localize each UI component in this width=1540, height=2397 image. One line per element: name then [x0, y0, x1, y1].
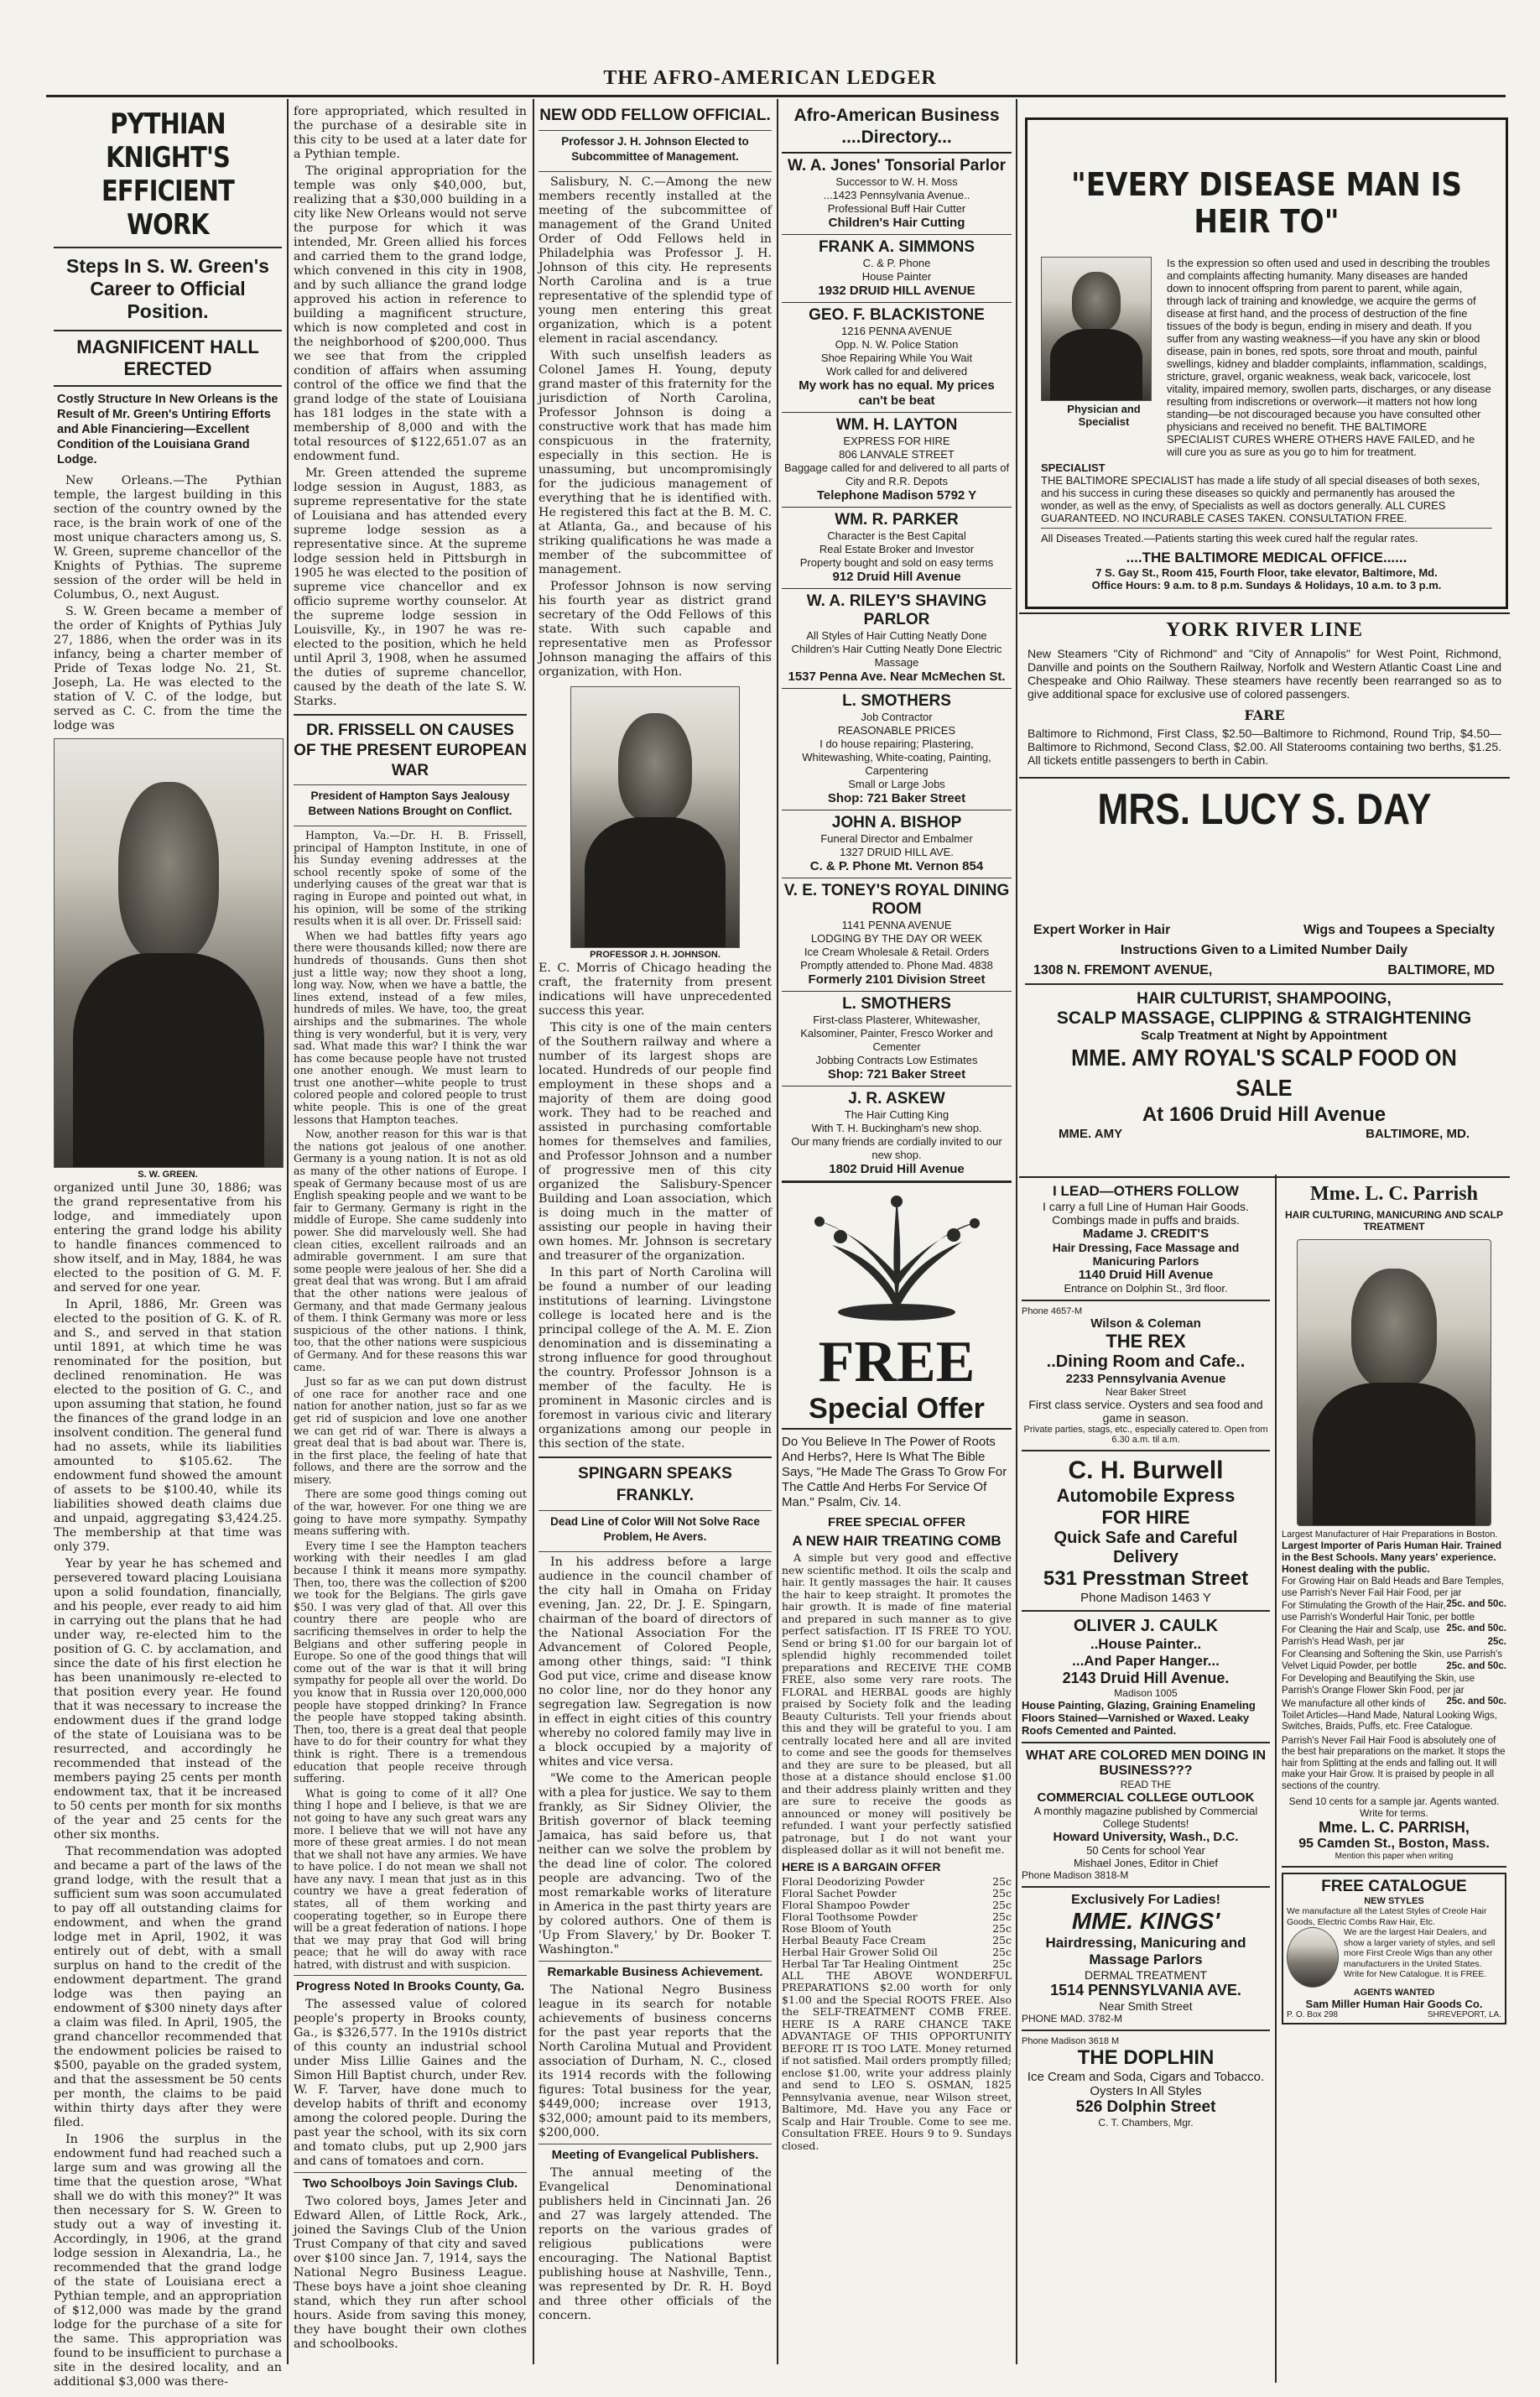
royal-line-2: SCALP MASSAGE, CLIPPING & STRAIGHTENING	[1056, 1008, 1472, 1028]
royal-line-3: Scalp Treatment at Night by Appointment	[1141, 1029, 1387, 1043]
dolphin-line-1: Ice Cream and Soda, Cigars and Tobacco.	[1027, 2070, 1265, 2084]
directory-entry-line: 806 LANVALE STREET	[839, 448, 955, 461]
paragraph: "We come to the American people with a plea for justice. We say to them frankly, as Sir Sidney Olivier, the British governor of black teeming Jamaica, has said before us, that neither can we solve the problem by the dead line of color. The colored people are advancing. Two of the most remarkable works of literature in America in the past thirty years are by colored authors. One of them is 'Up From Slavery,' by Dr. Booker T. Washington."	[538, 1772, 772, 1957]
bargain-item-price: 25c	[992, 1886, 1012, 1899]
physician-caption: Physician and Specialist	[1067, 403, 1141, 428]
column-1	[54, 107, 282, 2389]
office-name: ....THE BALTIMORE MEDICAL OFFICE......	[1126, 550, 1407, 565]
parrish-item-text: For Cleansing and Softening the Skin, use Parrish's Velvet Liquid Powder, per bottle	[1282, 1649, 1503, 1671]
parrish-text-2: We manufacture all other kinds of Toilet Articles—Hand Made, Natural Looking Wigs, Switches, Braids, Puffs, etc. Free Catalogue.	[1282, 1699, 1497, 1732]
directory-entry	[782, 303, 1012, 413]
disease-text-2: THE BALTIMORE SPECIALIST has made a life study of all special diseases of both sexes, and his success in curing these diseases so quickly and permanently has aroused the wonder, as well as the envy, of Specialists as well as doctors generally. ALL CURES GUARANTEED. NO INCURABLE CASES TAKEN. CONSULTATION FREE.	[1041, 474, 1480, 524]
rex-phone: Phone 4657-M	[1022, 1306, 1083, 1316]
parrish-item-price: 25c. and 50c.	[1446, 1660, 1506, 1671]
paragraph: There are some good things coming out of the war, however. For one thing we are going to have more sympathy. Sympathy means suffering with.	[294, 1488, 527, 1538]
lucy-day-headline: MRS. LUCY S. DAY	[1097, 785, 1432, 834]
directory-entry-line: 912 Druid Hill Avenue	[832, 570, 961, 584]
credit-entrance: Entrance on Dolphin St., 3rd floor.	[1064, 1282, 1228, 1295]
parrish-item	[1282, 1576, 1506, 1609]
parrish-address: 95 Camden St., Boston, Mass.	[1298, 1837, 1490, 1851]
bargain-item	[782, 1935, 1012, 1946]
parrish-subtitle: HAIR CULTURING, MANICURING AND SCALP TREATMENT	[1285, 1209, 1503, 1232]
directory-entry-line: Shop: 721 Baker Street	[827, 791, 966, 805]
directory-entry-line: Shop: 721 Baker Street	[827, 1067, 966, 1081]
royal-headline: MME. AMY ROYAL'S SCALP FOOD ON SALE	[1071, 1045, 1457, 1101]
paragraph: In his address before a large audience in the council chamber of the city hall in Omaha on Friday evening, Jan. 22, Dr. J. E. Spingarn, chairman of the board of directors of the National Association For the Advancement of Colored People, among other things, said: "I think God put vice, crime and disease know no color line, nor do they honor any segregation law. Segregation is now in effect in eight cities of this country whereby no colored family may live in a block occupied by a majority of whites and vice versa.	[538, 1555, 772, 1769]
directory-entry-line: Opp. N. W. Police Station	[835, 338, 959, 351]
directory-entry-name: W. A. RILEY'S SHAVING PARLOR	[806, 592, 987, 628]
paragraph: Mr. Green attended the supreme lodge session in August, 1883, as supreme representative for the state of Louisiana and has attended every supreme lodge session as a representative since. At the supreme lodge session held in Pittsburgh in 1905 he was elected to the position of supreme vice chancellor and ex officio supreme worthy counselor. At the supreme lodge session in Louisville, Ky., in 1907 he was re-elected to the position, which he held until April 3, 1908, when he assumed the duties of supreme chancellor, caused by the death of the late S. W. Starks.	[294, 466, 527, 708]
directory-entry-line: Children's Hair Cutting	[828, 216, 965, 230]
directory-entry	[782, 992, 1012, 1086]
parrish-item-price: 25c.	[1487, 1636, 1506, 1647]
bargain-item-name: Floral Shampoo Powder	[782, 1898, 910, 1911]
specialist-label: SPECIALIST	[1041, 461, 1106, 474]
subhead-2: MAGNIFICENT HALL ERECTED	[76, 336, 259, 379]
directory-entry-line: Small or Large Jobs	[848, 778, 945, 790]
parrish-mention: Mention this paper when writing	[1334, 1852, 1454, 1861]
free-offer-h2: A NEW HAIR TREATING COMB	[792, 1533, 1002, 1549]
royal-city: BALTIMORE, MD.	[1366, 1127, 1470, 1141]
kings-address: 1514 PENNSYLVANIA AVE.	[1050, 1982, 1241, 1998]
directory-entry-line: Successor to W. H. Moss	[835, 175, 958, 188]
college-headline: WHAT ARE COLORED MEN DOING IN BUSINESS???	[1025, 1748, 1267, 1778]
bargain-item-name: Herbal Beauty Face Cream	[782, 1933, 926, 1946]
parrish-text-3: Parrish's Never Fail Hair Food is absolutely one of the best hair preparations on the market. It stops the hair from Splitting at the ends and falling out. It will make your Hair Grow. It is praised by people in all sections of the country.	[1282, 1735, 1506, 1791]
directory-entry	[782, 235, 1012, 303]
paragraph: New Orleans.—The Pythian temple, the largest building in this section of the country owned by the race, is the brain work of one of the most unique characters among us, S. W. Green, supreme chancellor of the Knights of Pythias. The supreme session of the order will be held in Columbus, O., next August.	[54, 474, 282, 602]
caulk-line-2: ...And Paper Hanger...	[1072, 1653, 1220, 1669]
free-title: FREE	[818, 1330, 976, 1394]
parrish-item	[1282, 1674, 1506, 1707]
remarkable-headline: Remarkable Business Achievement.	[547, 1965, 763, 1979]
masthead-rule	[46, 95, 1506, 97]
paragraph: Hampton, Va.—Dr. H. B. Frissell, principal of Hampton Institute, in one of his Sunday evening addresses at the school recently spoke of some of the underlying causes of the great war that is raging in Europe and pointed out what, in his opinion, will be some of the striking results when it is all over. Dr. Frissell said:	[294, 829, 527, 928]
dolphin-name: THE DOPLHIN	[1077, 2046, 1215, 2069]
parrish-item-text: For Developing and Beautifying the Skin, use Parrish's Orange Flower Skin Food, per jar	[1282, 1674, 1475, 1696]
directory-entry	[782, 810, 1012, 878]
credit-name: Madame J. CREDIT'S	[1082, 1227, 1210, 1241]
parrish-name: Mme. L. C. PARRISH,	[1319, 1819, 1470, 1836]
burwell-line-1: Automobile Express	[1056, 1485, 1236, 1506]
kings-line-1: Hairdressing, Manicuring and Massage Parlors	[1045, 1935, 1246, 1967]
paragraph: The National Negro Business league in its search for notable achievements of business concerns for the past year reports that the North Carolina Mutual and Provident association of Durham, N. C., closed its 1914 records with the following figures: Total business for the year, $449,000; increase over 1913, $32,000; amount paid to its members, $200,000.	[538, 1983, 772, 2139]
column-3	[538, 105, 772, 2380]
bargain-item-name: Rose Bloom of Youth	[782, 1921, 892, 1935]
directory-entry	[782, 689, 1012, 810]
portrait-s-w-green	[54, 738, 284, 1168]
directory-entry-line: 1327 DRUID HILL AVE.	[840, 846, 954, 858]
paragraph: In this part of North Carolina will be found a number of our leading institutions of learning. Livingstone college is located here and is the principal college of the A. M. E. Zion denomination and is disseminating a strong influence for good throughout the country. Professor Johnson is a member of the faculty. He is prominent in Masonic circles and is foremost in various civic and literary organizations among our people in this section of the state.	[538, 1266, 772, 1451]
lucy-day-address: 1308 N. FREMONT AVENUE,	[1033, 963, 1213, 977]
herb-illustration	[782, 1186, 1012, 1329]
credit-text: I carry a full Line of Human Hair Goods. Combings made in puffs and braids.	[1043, 1200, 1249, 1227]
bargain-item-price: 25c	[992, 1957, 1012, 1970]
directory-entry-line: Character is the Best Capital	[827, 529, 966, 542]
small-ads-column	[1022, 1183, 1270, 2383]
directory-entry-line: REASONABLE PRICES	[837, 724, 956, 737]
directory-entry	[782, 413, 1012, 508]
rex-address: 2233 Pennsylvania Avenue	[1065, 1372, 1226, 1386]
directory-entry-line: 1932 DRUID HILL AVENUE	[818, 284, 976, 298]
bargain-item	[782, 1911, 1012, 1923]
credit-text-2: Hair Dressing, Face Massage and Manicuring Parlors	[1052, 1241, 1240, 1268]
bargain-item-price: 25c	[992, 1910, 1012, 1923]
bargain-item-price: 25c	[992, 1898, 1012, 1911]
paragraph: Just so far as we can put down distrust of one race for another race and one nation for another nation, just so far as we get rid of suspicion and love one another we can get rid of war. There is always a great deal that is bad about war. There is, in the first place, the feeling of hate that follows, and there are the sorrow and the misery.	[294, 1375, 527, 1486]
parrish-item-price: 25c. and 50c.	[1446, 1623, 1506, 1634]
paragraph: Professor Johnson is now serving his fourth year as district grand secretary of the Odd Fellows of this state. With such capable and representative men as Professor Johnson managing the affairs of this organization, with Hon.	[538, 580, 772, 679]
kings-name: MME. KINGS'	[1071, 1908, 1220, 1934]
directory-entry-line: With T. H. Buckingham's new shop.	[811, 1122, 982, 1134]
masthead-title: THE AFRO-AMERICAN LEDGER	[603, 67, 937, 89]
college-price: 50 Cents for school Year	[1086, 1844, 1205, 1857]
bargain-item-name: Herbal Hair Grower Solid Oil	[782, 1945, 938, 1958]
rex-subtitle: ..Dining Room and Cafe..	[1046, 1352, 1246, 1371]
college-name: COMMERCIAL COLLEGE OUTLOOK	[1037, 1790, 1255, 1805]
office-hours: Office Hours: 9 a.m. to 8 p.m. Sundays & Holidays, 10 a.m. to 3 p.m.	[1091, 579, 1442, 591]
paragraph: The original appropriation for the temple was only $40,000, but, realizing that a $30,000 building in a city like New Orleans would not serve the purpose for which it was intended, Mr. Green allied his forces and carried them to the grand lodge, which convened in this city in 1908, and by such alliance the grand lodge approved his action in reference to building a magnificent structure, which is now completed and cost in the neighborhood of $200,000. Thus we see that from the crippled condition of affairs when assuming control of the office we find that the grand lodge of the state of Louisiana has 181 lodges in the state with a membership of 8,000 and with the total resources of $122,651.07 as an endowment fund.	[294, 164, 527, 463]
free-offer-text: A simple but very good and effective new scientific method. It oils the scalp and hair. It gently massages the hair. It causes the hair to keep straight. It promotes the hair growth. It is made of fine material and prepared in such manner as to give perfect satisfaction. IT IS FREE TO YOU. Send or bring $1.00 for our bargain lot of splendid highly recommended toilet preparations and RECEIVE THE COMB FREE, also some very rare roots. The FLORAL and HERBAL goods are highly praised by Society folk and the leading Beauty Culturists. Tell your friends about this and they will be grateful to you. I am centrally located here and all are invited to come and see the goods for themselves and they are sure to be pleased, but all those at a distance should enclose $1.00 and their address plainly written and they are sure to receive the goods as announced or money will positively be refunded. I want your perfectly satisfied patronage, but I do not want your displeased dollar as it will not benefit me.	[782, 1551, 1012, 1856]
bargain-tail: ALL THE ABOVE WONDERFUL PREPARATIONS $2.00 worth for only $1.00 and the Special ROOTS FREE. Also the SELF-TREATMENT COMB FREE. HERE IS A RARE CHANCE TAKE ADVANTAGE OF THIS OPPORTUNITY BEFORE IT IS TOO LATE. Money returned if not satisfied. Mail orders promptly filled; enclose $1.00, write your address plainly and send to LEO S. OSMAN, 1825 Pennsylvania avenue, near Wilson street, Baltimore, Md. Have you any Face or Scalp and Hair Trouble. Come to see me. Consultation FREE. Hours 9 to 9. Sundays closed.	[782, 1968, 1012, 2152]
parrish-item	[1282, 1649, 1506, 1672]
kings-line-2: DERMAL TREATMENT	[1085, 1968, 1207, 1982]
burwell-name: C. H. Burwell	[1068, 1456, 1224, 1484]
directory-entry-name: GEO. F. BLACKISTONE	[809, 306, 985, 324]
headline-2: SPINGARN SPEAKS FRANKLY.	[578, 1465, 732, 1504]
column-rule	[287, 99, 289, 2364]
directory-entry	[782, 508, 1012, 589]
royal-address: At 1606 Druid Hill Avenue	[1142, 1103, 1387, 1126]
lucy-day-ad	[1025, 923, 1503, 1141]
credit-headline: I LEAD—OTHERS FOLLOW	[1053, 1183, 1239, 1199]
free-offer-ad	[782, 1181, 1012, 2152]
fare-headline: FARE	[1244, 707, 1285, 723]
subhead: Steps In S. W. Green's Career to Official Position.	[66, 255, 269, 322]
parrish-portrait	[1297, 1239, 1491, 1526]
parrish-item-price: 25c. and 50c.	[1446, 1599, 1506, 1609]
directory-entry-name: W. A. Jones' Tonsorial Parlor	[787, 157, 1007, 175]
royal-line-1: HAIR CULTURIST, SHAMPOOING,	[1137, 990, 1392, 1008]
paragraph: In 1906 the surplus in the endowment fund had reached such a large sum and was growing all the time that the question arose, "What shall we do with this money?" It was then necessary for S. W. Green to study out a way of investing it. Accordingly, in 1906, at the grand lodge session in Alexandria, La., he recommended that the grand lodge of the state of Louisiana erect a Pythian temple, and an appropriation of $12,000 was made by the grand lodge for the purchase of a site for the same. This appropriation was found to be insufficient to purchase a site in the desired locality, and an additional $3,000 was there-	[54, 2133, 282, 2389]
paragraph: Year by year he has schemed and persevered toward placing Louisiana upon a solid foundation, financially, and his people, ever ready to aid him in carrying out the plans that he had under way, re-elected him to the position of G. C. by acclamation, and since the date of his first election he has been unanimously re-elected to that position every year. He found that it was necessary to increase the endowment dues if the grand lodge of the state of Louisiana was to be resurrected, and accordingly he recommended that instead of the members paying 25 cents per month endowment tax, that it be increased to 50 cents per month for six months of the year and 25 cents for the other six months.	[54, 1557, 282, 1842]
directory-entry-line: C. & P. Phone	[862, 257, 931, 269]
lucy-day-line-2: Instructions Given to a Limited Number Daily	[1120, 943, 1408, 957]
burwell-line-2: FOR HIRE	[1101, 1507, 1190, 1528]
directory-entry-line: Our many friends are cordially invited to our new shop.	[791, 1135, 1002, 1161]
rex-ad	[1022, 1306, 1270, 1445]
dolphin-address: 526 Dolphin Street	[1075, 2098, 1216, 2116]
directory-entries	[782, 154, 1012, 1181]
caulk-address: 2143 Druid Hill Avenue.	[1062, 1670, 1230, 1686]
rex-near: Near Baker Street	[1105, 1386, 1187, 1398]
bargain-item-name: Floral Sachet Powder	[782, 1886, 897, 1899]
free-offer-head: FREE SPECIAL OFFER	[828, 1515, 965, 1529]
directory-entry-line: C. & P. Phone Mt. Vernon 854	[809, 859, 984, 873]
directory-entry-line: Job Contractor	[861, 711, 933, 723]
paragraph: The assessed value of colored people's property in Brooks county, Ga., is $326,577. In the 1910s district of this county an industrial school under Miss Lillie Gaines and the Simon Hill Baptist church, under Rev. W. F. Tarver, have done much to develop habits of thrift and economy among the colored people. During the past year the school, with its six corn and tomato clubs, put up 2,900 jars and cans of tomatoes and corn.	[294, 1997, 527, 2168]
directory-entry-line: Property bought and sold on easy terms	[799, 556, 994, 569]
column-4-directory	[782, 105, 1012, 2380]
wig-illustration	[1287, 1927, 1339, 1988]
bargain-item-name: Floral Toothsome Powder	[782, 1910, 918, 1923]
catalogue-ad	[1282, 1873, 1506, 2024]
directory-entry	[782, 1086, 1012, 1181]
credit-ad	[1022, 1183, 1270, 1295]
directory-entry-line: Ice Cream Wholesale & Retail. Orders Promptly attended to. Phone Mad. 4838	[800, 946, 993, 972]
directory-title: Afro-American Business ....Directory...	[782, 105, 1012, 154]
column-rule	[1016, 99, 1017, 2364]
kings-phone: PHONE MAD. 3782-M	[1022, 2013, 1123, 2024]
paragraph: That recommendation was adopted and became a part of the laws of the grand lodge, with the result that a sufficient sum was soon accumulated to pay off all outstanding claims for endowment, and when the grand lodge met in April, 1902, it was entirely out of debt, with a small surplus on hand to the credit of the endowment department. The grand lodge was then paying an endowment of $300 ninety days after a claim was filed. In April, 1905, the grand chancellor recommended that the endowment policies be raised to $500, payable on the graded system, and that the assessment be 50 cents per month, the claims to be paid within thirty days after they were filed.	[54, 1845, 282, 2129]
dolphin-manager: C. T. Chambers, Mgr.	[1098, 2117, 1194, 2129]
directory-entry-line: 1537 Penna Ave. Near McMechen St.	[788, 670, 1006, 684]
directory-entry-line: First-class Plasterer, Whitewasher, Kalsominer, Painter, Fresco Worker and Cementer	[800, 1014, 993, 1053]
directory-entry	[782, 154, 1012, 235]
portrait-caption: PROFESSOR J. H. JOHNSON.	[590, 950, 721, 960]
column-rule	[777, 99, 778, 2364]
column-2	[294, 105, 527, 2380]
portrait-caption: S. W. GREEN.	[138, 1170, 198, 1180]
paragraph: organized until June 30, 1886; was the grand representative from his lodge, and immediately upon entering the grand lodge his ability to handle finances commenced to show itself, and in May, 1884, he was elected to the position of G. M. F. and served for one year.	[54, 1181, 282, 1295]
caulk-line-1: ..House Painter..	[1090, 1636, 1202, 1652]
deck-2: Dead Line of Color Will Not Solve Race Problem, He Avers.	[550, 1515, 760, 1543]
rex-text-2: Private parties, stags, etc., especially catered to. Open from 6.30 a.m. til a.m.	[1023, 1425, 1268, 1445]
physician-portrait	[1041, 257, 1152, 401]
directory-entry-line: Shoe Repairing While You Wait	[820, 352, 973, 364]
bargain-head: HERE IS A BARGAIN OFFER	[782, 1859, 941, 1873]
directory-entry-line: EXPRESS FOR HIRE	[843, 435, 950, 447]
bargain-item-price: 25c	[992, 1933, 1012, 1946]
directory-entry-line: Work called for and delivered	[825, 365, 968, 378]
free-subtitle: Special Offer	[782, 1393, 1012, 1430]
paragraph: Salisbury, N. C.—Among the new members recently installed at the meeting of the subcommittee of management of the Grand United Order of Odd Fellows held in Philadelphia was Professor J. H. Johnson of this city. He represents North Carolina and is a true representative of the splendid type of young men entering this great organization, which is a potent element in racial ascendancy.	[538, 175, 772, 346]
schoolboys-headline: Two Schoolboys Join Savings Club.	[302, 2176, 518, 2191]
directory-entry-line: 1216 PENNA AVENUE	[841, 325, 952, 337]
disease-headline: "EVERY DISEASE MAN IS HEIR TO"	[1070, 166, 1463, 240]
paragraph: In April, 1886, Mr. Green was elected to the position of G. K. of R. and S., and served in that station until 1891, at which time he was renominated for the position, but declined renomination. He was elected to the position of G. C., and upon assuming that station, he found the finances of the grand lodge in an insolvent condition. The general fund had no assets, while its liabilities amounted to $105.62. The endowment fund showed the amount of assets to be $100.40, while its liabilities showed death claims due and unpaid, aggregating $3,424.25. The membership at that time was only 379.	[54, 1298, 282, 1554]
paragraph: S. W. Green became a member of the order of Knights of Pythias July 27, 1886, when the order was in its infancy, being a charter member of Pride of Texas lodge No. 21, St. Joseph, La. He was elected to the station of V. C. of the lodge, but served as C. C. from the time the lodge was	[54, 605, 282, 732]
catalogue-address: P. O. Box 298	[1287, 2010, 1338, 2019]
directory-entry-line: Telephone Madison 5792 Y	[816, 488, 977, 503]
bargain-item	[782, 1899, 1012, 1911]
dolphin-ad	[1022, 2036, 1270, 2129]
college-read: READ THE	[1120, 1779, 1172, 1790]
column-rule	[1275, 1175, 1277, 2383]
paragraph: fore appropriated, which resulted in the purchase of a desirable site in this city to be used at a later date for a Pythian temple.	[294, 105, 527, 161]
paragraph: Now, another reason for this war is that the nations got jealous of one another. Germany is a young nation. It is not as old as many of the other nations of Europe. I speak of Germany because most of us are English speaking people and we want to be fair to Germany. Germany is right in the middle of Europe. She came suddenly into power. She did marvelously well. She had clean cities, excellent railroads and an admirable government. I am sure that some people were jealous of her. She did a great deal that was wrong. But I am afraid that the other nations were jealous of Germany, and that made Germany jealous of them. I think Germany was more or less suspicious of the other nations. I think, too, that the other nations were suspicious of Germany. And for these reasons this war came.	[294, 1128, 527, 1373]
parrish-sample: Send 10 cents for a sample jar. Agents wanted. Write for terms.	[1288, 1795, 1500, 1819]
directory-entry-name: L. SMOTHERS	[842, 995, 951, 1013]
paragraph: The annual meeting of the Evangelical Denominational publishers held in Cincinnati Jan. 26 and 27 was largely attended. The reports on the various grades of religious publications were encouraging. The National Baptist publishing house at Nashville, Tenn., was represented by Dr. R. H. Boyd and three other officials of the concern.	[538, 2166, 772, 2322]
royal-signature: MME. AMY	[1059, 1127, 1123, 1141]
paragraph: E. C. Morris of Chicago heading the craft, the fraternity from present indications will have unprecedented success this year.	[538, 961, 772, 1018]
bargain-item-name: Floral Deodorizing Powder	[782, 1874, 925, 1888]
directory-entry-line: Funeral Director and Embalmer	[820, 832, 973, 845]
burwell-address: 531 Presstman Street	[1043, 1567, 1249, 1590]
york-text: New Steamers "City of Richmond" and "City of Annapolis" for West Point, Richmond, Danville and points on the Southern Railway, Norfolk and Western Atlantic Coast Line and Chespeake and Ohio Railway. These steamers have recently been rearranged so as to give additional space for exclusive use of colored passengers.	[1028, 647, 1501, 701]
directory-entry-line: Jobbing Contracts Low Estimates	[815, 1054, 978, 1066]
directory-entry-line: My work has no equal. My prices can't be beat	[799, 378, 995, 408]
kings-near: Near Smith Street	[1099, 1999, 1193, 2013]
catalogue-city: SHREVEPORT, LA.	[1427, 2010, 1501, 2019]
every-disease-ad	[1025, 117, 1508, 609]
york-headline: YORK RIVER LINE	[1165, 619, 1364, 641]
directory-entry-line: I do house repairing; Plastering, Whitewashing, White-coating, Painting, Carpentering	[802, 737, 991, 777]
bargain-item-price: 25c	[992, 1921, 1012, 1935]
credit-address: 1140 Druid Hill Avenue	[1078, 1268, 1214, 1282]
catalogue-agents: AGENTS WANTED	[1353, 1988, 1435, 1998]
york-river-line-ad	[1019, 612, 1510, 916]
paragraph: Two colored boys, James Jeter and Edward Allen, of Little Rock, Ark., joined the Savings Club of the Union Trust Company of that city and saved over $100 since Jan. 7, 1914, says the National Negro Business League. These boys have a joint shoe cleaning stand, which they run after school hours. Aside from saving this money, they have bought their own clothes and schoolbooks.	[294, 2194, 527, 2351]
deck: President of Hampton Says Jealousy Between Nations Brought on Conflict.	[308, 789, 512, 817]
lucy-day-city: BALTIMORE, MD	[1387, 963, 1495, 977]
meeting-headline: Meeting of Evangelical Publishers.	[551, 2148, 759, 2162]
bargain-item	[782, 1876, 1012, 1888]
bargain-item-price: 25c	[992, 1874, 1012, 1888]
parrish-text: Largest Importer of Paris Human Hair. Trained in the Best Schools. Many years' experience. Honest dealing with the public.	[1282, 1540, 1502, 1575]
paragraph: What is going to come of it all? One thing I hope and I believe, is that we are not going to have any such great wars any more. I believe that we will not have any more of these great armies. I do not mean that we shall not have any armies. We have to have police. I do not mean we shall not have any navy. I mean that just as in this country we have a great federation of states, all of them working and cooperating together, so in Europe there will be a great federation of nations. I hope that we may pray that God will bring peace; that he will do away with race hatred, with distrust and with suspicion.	[294, 1786, 527, 1972]
directory-entry-name: V. E. TONEY'S ROYAL DINING ROOM	[783, 882, 1010, 918]
bargain-item	[782, 1888, 1012, 1899]
college-ad	[1022, 1748, 1270, 1881]
parrish-item-text: For Cleaning the Hair and Scalp, use Parrish's Head Wash, per jar	[1282, 1625, 1440, 1647]
caulk-ad	[1022, 1617, 1270, 1737]
parrish-column	[1282, 1183, 1506, 2383]
directory-entry-line: All Styles of Hair Cutting Neatly Done	[806, 629, 987, 642]
caulk-name: OLIVER J. CAULK	[1073, 1617, 1219, 1635]
kings-ad	[1022, 1893, 1270, 2024]
paragraph: This city is one of the main centers of the Southern railway and where a number of its largest shops are located. Hundreds of our people find employment in these shops and a majority of them are doing good work. They had to be reached and assisted in purchasing comfortable homes for themselves and families, and Professor Johnson and a number of progressive men of this city organized the Salisbury-Spencer Building and Loan association, which is doing much in the matter of assisting our people in having their own homes. Mr. Johnson is secretary and treasurer of the organization.	[538, 1021, 772, 1263]
bargain-item	[782, 1946, 1012, 1958]
directory-entry-name: JOHN A. BISHOP	[831, 814, 962, 831]
directory-entry-line: Formerly 2101 Division Street	[808, 972, 986, 987]
parrish-item-text: For Stimulating the Growth of the Hair, use Parrish's Wonderful Hair Tonic, per bottle	[1282, 1601, 1475, 1623]
office-address: 7 S. Gay St., Room 415, Fourth Floor, take elevator, Baltimore, Md.	[1095, 566, 1438, 579]
directory-entry	[782, 878, 1012, 992]
directory-entry-line: House Painter	[861, 270, 932, 283]
paragraph: Every time I see the Hampton teachers working with their needles I am glad because I think it means more sympathy. Then, too, there was the collection of $200 we took for the Belgians. The girls gave $50. I was very glad of that. All over this country there are people who are sacrificing themselves in order to help the Belgians and other suffering people in Europe. So one of the good things that will come out of the war is that it will bring sympathy for people all over the world. Do you know that in Russia over 120,000,000 people have stopped drinking? In France the people have stopped taking absinth. Then, too, there is a great deal that people have to do for their country for what they think is right. There is a tremendous education that people receive through suffering.	[294, 1539, 527, 1785]
column-rule	[533, 99, 534, 2364]
rex-text: First class service. Oysters and sea food and game in season.	[1028, 1398, 1263, 1425]
bargain-list	[782, 1876, 1012, 1970]
ads-divider	[1019, 1176, 1510, 1178]
burwell-phone: Phone Madison 1463 Y	[1080, 1591, 1211, 1605]
directory-entry-line: ...1423 Pennsylvania Avenue..	[823, 189, 970, 201]
brooks-headline: Progress Noted In Brooks County, Ga.	[295, 1978, 525, 1993]
caulk-text: House Painting, Glazing, Graining Enameling Floors Stained—Varnished or Waxed. Leaky Roofs Cemented and Painted.	[1022, 1699, 1256, 1737]
fare-text: Baltimore to Richmond, First Class, $2.50—Baltimore to Richmond, Round Trip, $4.50—Baltimore to Richmond, Second Class, $2.00. All Staterooms containing two berths, $1.25. All tickets entitle passengers to berth in Cabin.	[1028, 727, 1501, 767]
paragraph: With such unselfish leaders as Colonel James H. Young, deputy grand master of this fraternity for the jurisdiction of North Carolina, Professor Johnson is doing a constructive work that has made him conspicuous in the fraternity, especially in this section. He is unassuming, but uncompromisingly for the judicious management of everything that he is identified with. He registered this fact at the B. M. C. at Atlanta, Ga., and because of his striking qualifications he was made a member of the subcommittee of management.	[538, 349, 772, 576]
portrait-j-h-johnson	[570, 686, 740, 948]
parrish-headline: Mme. L. C. Parrish	[1310, 1183, 1478, 1205]
college-address: Howard University, Wash., D.C.	[1053, 1830, 1239, 1844]
parrish-caption: Largest Manufacturer of Hair Preparations in Boston.	[1282, 1529, 1498, 1540]
lucy-day-line-1a: Expert Worker in Hair	[1033, 923, 1171, 937]
catalogue-headline: FREE CATALOGUE	[1321, 1878, 1467, 1895]
catalogue-text-2: We are the largest Hair Dealers, and show a larger variety of styles, and sell more First Creole Wigs than any other manufacturers in the United States. Write for New Catalogue. It is FREE.	[1344, 1927, 1496, 1979]
directory-entry-name: WM. R. PARKER	[835, 511, 959, 529]
bargain-item	[782, 1923, 1012, 1935]
directory-entry-line: The Hair Cutting King	[844, 1108, 949, 1121]
directory-entry-name: J. R. ASKEW	[848, 1090, 945, 1107]
college-text: A monthly magazine published by Commercial College Students!	[1033, 1805, 1258, 1830]
headline: DR. FRISSELL ON CAUSES OF THE PRESENT EUROPEAN WAR	[294, 722, 527, 779]
directory-entry-line: Children's Hair Cutting Neatly Done Electric Massage	[791, 643, 1002, 669]
burwell-line-3: Quick Safe and Careful Delivery	[1054, 1529, 1238, 1566]
directory-entry-line: Professional Buff Hair Cutter	[827, 202, 966, 215]
deck: Costly Structure In New Orleans is the Result of Mr. Green's Untiring Efforts and Able Financiering—Excellent Condition of the Louisiana Grand Lodge.	[57, 393, 278, 466]
directory-entry-line: 1802 Druid Hill Avenue	[829, 1162, 965, 1176]
college-phone: Phone Madison 3818-M	[1022, 1869, 1129, 1881]
headline: PYTHIAN KNIGHT'S EFFICIENT WORK	[101, 107, 234, 242]
disease-text: Is the expression so often used and used in describing the troubles and complaints affecting humanity. Many diseases are handed down to innocent offspring from parent to parent, while again, through lack of training and knowledge, we acquire the germs of disease at first hand, and the process of destruction of the fine tissues of the body is begun, ending in misery and death. If you suffer from any wasting weakness—if you have any skin or blood disease, pain in bones, red spots, sore throat and mouth, painful swellings, kidney and bladder complaints, inflammation, scaldings, stricture, gravel, organic weakness, weak back, varicocele, lost vitality, impaired memory, swollen parts, discharges, or any disease resulting from indiscretions or overwork—it matters not how long standing—be not discouraged because you have consulted other physicians and received no benefit. THE BALTIMORE SPECIALIST CURES WHERE OTHERS HAVE FAILED, and he will cure you as sure as you go to him for treatment.	[1167, 257, 1491, 458]
directory-entry-line: LODGING BY THE DAY OR WEEK	[810, 932, 983, 945]
catalogue-text: We manufacture all the Latest Styles of Creole Hair Goods, Electric Combs Raw Hair, Etc.	[1287, 1906, 1487, 1927]
headline: NEW ODD FELLOW OFFICIAL.	[539, 107, 771, 124]
deck: Professor J. H. Johnson Elected to Subcommittee of Management.	[561, 135, 749, 163]
directory-entry-name: L. SMOTHERS	[842, 692, 951, 710]
catalogue-subtitle: NEW STYLES	[1364, 1896, 1424, 1906]
directory-entry	[782, 589, 1012, 689]
college-editor: Mishael Jones, Editor in Chief	[1074, 1857, 1218, 1869]
catalogue-name: Sam Miller Human Hair Goods Co.	[1305, 1998, 1483, 2010]
bargain-item-name: Herbal Tar Tar Healing Ointment	[782, 1957, 959, 1970]
kings-line-0: Exclusively For Ladies!	[1071, 1893, 1220, 1907]
parrish-item-text: For Growing Hair on Bald Heads and Bare Temples, use Parrish's Never Fail Hair Food, per jar	[1282, 1576, 1505, 1598]
parrish-item-price: 25c. and 50c.	[1446, 1696, 1506, 1707]
parrish-items	[1282, 1576, 1506, 1707]
bargain-item-price: 25c	[992, 1945, 1012, 1958]
lucy-day-line-1b: Wigs and Toupees a Specialty	[1303, 923, 1495, 937]
bargain-item	[782, 1958, 1012, 1970]
directory-entry-name: WM. H. LAYTON	[835, 416, 958, 434]
directory-entry-name: FRANK A. SIMMONS	[818, 238, 976, 256]
disease-text-3: All Diseases Treated.—Patients starting this week cured half the regular rates.	[1041, 532, 1418, 545]
rex-name: THE REX	[1106, 1331, 1186, 1352]
rex-owners: Wilson & Coleman	[1090, 1316, 1201, 1331]
caulk-phone: Madison 1005	[1114, 1687, 1178, 1699]
paragraph: When we had battles fifty years ago there were thousands killed; now there are hundreds of thousands. Guns then shot just a little way; now they shoot a long, long way. Now, when we have a battle, the lines extend, instead of a few miles, hundreds of miles. We have, too, the great airships and the submarines. The whole thing is very wonderful, but it is very, very sad. What made this war? I think the war has come because people have not trusted one another enough. We must learn to trust one another—white people to trust colored people and colored people to trust white people. This is one of the great lessons that Hampton teaches.	[294, 929, 527, 1126]
directory-entry-line: Baggage called for and delivered to all parts of City and R.R. Depots	[783, 461, 1010, 487]
dolphin-phone: Phone Madison 3618 M	[1022, 2036, 1120, 2046]
burwell-ad	[1022, 1456, 1270, 1605]
masthead	[0, 67, 1540, 90]
directory-entry-line: Real Estate Broker and Investor	[819, 543, 975, 555]
directory-entry-line: 1141 PENNA AVENUE	[841, 919, 952, 931]
free-quote: Do You Believe In The Power of Roots And Herbs?, Here Is What The Bible Says, "He Made The Grass To Grow For The Cattle And Herbs For Service Of Man." Psalm, Civ. 14.	[782, 1435, 1007, 1509]
dolphin-line-2: Oysters In All Styles	[1090, 2084, 1202, 2098]
